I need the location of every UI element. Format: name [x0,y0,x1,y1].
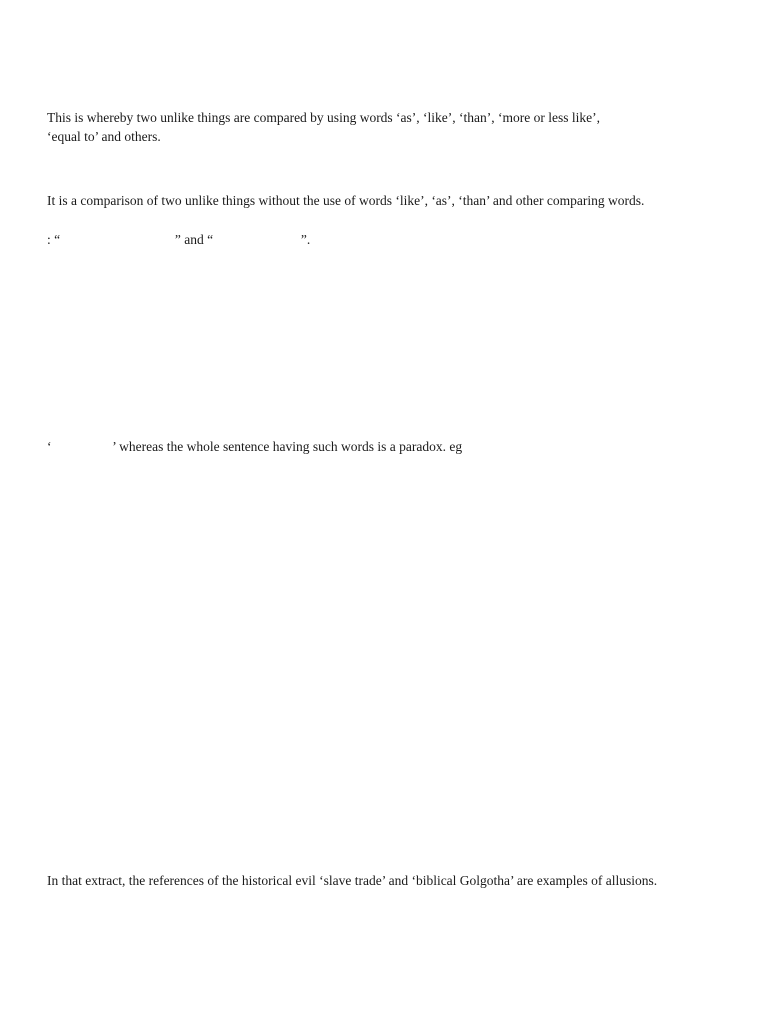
metaphor-definition: It is a comparison of two unlike things without the use of words ‘like’, ‘as’, ‘than’ and other comparing words. [47,193,645,208]
simile-definition-line-2: ‘equal to’ and others. [47,129,161,144]
paradox-fragment: ‘ ’ whereas the whole sentence having such words is a paradox. eg [47,439,463,454]
simile-definition-line-1: This is whereby two unlike things are compared by using words ‘as’, ‘like’, ‘than’, ‘more or less like’, [47,110,600,125]
allusion-paragraph: In that extract, the references of the historical evil ‘slave trade’ and ‘biblical Golgotha’ are examples of allusions. [47,873,658,888]
metaphor-example-fragment: : “ ” and “ ”. [47,232,311,247]
